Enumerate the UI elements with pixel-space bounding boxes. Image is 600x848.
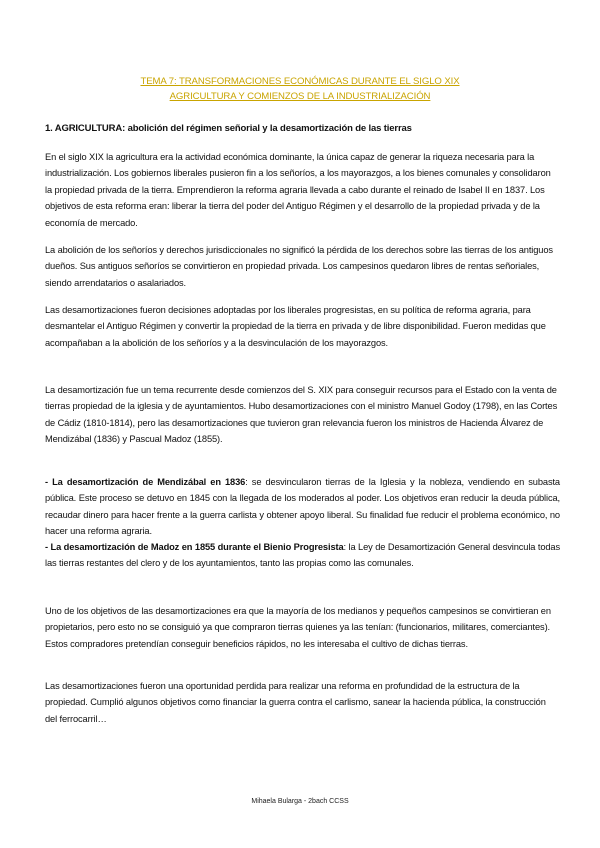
paragraph-madoz: [45, 539, 560, 572]
section-heading: [45, 122, 565, 135]
document-title-line-1: TEMA 7: TRANSFORMACIONES ECONÓMICAS DURANTE EL SIGLO XIX: [140, 76, 460, 87]
paragraph-objetivos: Uno de los objetivos de las desamortizaciones era que la mayoría de los medianos y pequeños campesinos se convirtieran en propietarios, pero esto no se consiguió ya que compraron tierras quienes ya las tenían: (funcionarios, militares, comerciantes). Estos compradores pretendían conseguir beneficios rápidos, no les interesaba el cultivo de dichas tierras.: [45, 606, 551, 649]
mendizabal-label: - La desamortización de Mendizábal en 1836: [45, 477, 246, 487]
paragraph-desamortizaciones: Las desamortizaciones fueron decisiones adoptadas por los liberales progresistas, en su política de reforma agraria, para desmantelar el Antiguo Régimen y convertir la propiedad de la tierra en privada y de libre disponibilidad. Fueron medidas que acompañaban a la abolición de los señoríos y a la desvinculación de los mayorazgos.: [45, 305, 546, 348]
paragraph-conclusion: Las desamortizaciones fueron una oportunidad perdida para realizar una reforma en profundidad de la estructura de la propiedad. Cumplió algunos objetivos como financiar la guerra contra el carlismo, sanear la hacienda pública, la construcción del ferrocarril…: [45, 681, 546, 724]
madoz-text: : la Ley de Desamortización General desvincula todas las tierras restantes del clero y de los ayuntamientos, tanto las propias como las comunales.: [45, 542, 560, 569]
page-footer: Mihaela Bularga - 2bach CCSS: [251, 798, 349, 805]
paragraph-agricultura-intro: En el siglo XIX la agricultura era la actividad económica dominante, la única capaz de generar la riqueza necesaria para la industrialización. Los gobiernos liberales pusieron fin a los señoríos, a los mayorazgos, a los bienes comunales y consolidaron la propiedad privada de la tierra. Emprendieron la reforma agraria llevada a cabo durante el reinado de Isabel II en 1837. Los objetivos de esta reforma eran: liberar la tierra del poder del Antiguo Régimen y el desarrollo de la propiedad privada y de la economía de mercado.: [45, 152, 551, 228]
madoz-label: - La desamortización de Madoz en 1855 durante el Bienio Progresista: [45, 542, 344, 552]
document-title-line-2: AGRICULTURA Y COMIENZOS DE LA INDUSTRIALIZACIÓN: [169, 91, 431, 102]
paragraph-mendizabal: [45, 474, 560, 540]
paragraph-desamortizacion-historia: La desamortización fue un tema recurrente desde comienzos del S. XIX para conseguir recursos para el Estado con la venta de tierras propiedad de la iglesia y de ayuntamientos. Hubo desamortizaciones con el ministro Manuel Godoy (1798), en las Cortes de Cádiz (1810-1814), pero las desamortizaciones que tuvieron gran relevancia fueron los ministros de Hacienda Álvarez de Mendizábal (1836) y Pascual Madoz (1855).: [45, 385, 558, 445]
mendizabal-text: : se desvincularon tierras de la Iglesia y la nobleza, vendiendo en subasta pública. Este proceso se detuvo en 1845 con la llegada de los moderados al poder. Los objetivos eran reducir la deuda pública, recaudar dinero para hacer frente a la guerra carlista y obtener apoyo liberal. Su finalidad fue reducir el problema económico, no hacer una reforma agraria.: [45, 477, 560, 537]
section-heading-text: : abolición del régimen señorial y la desamortización de las tierras: [122, 123, 412, 134]
paragraph-abolicion-senorios: La abolición de los señoríos y derechos jurisdiccionales no significó la pérdida de los derechos sobre las tierras de los antiguos dueños. Sus antiguos señoríos se convirtieron en propiedad privada. Los campesinos quedaron libres de rentas señoriales, siendo arrendatarios o asalariados.: [45, 245, 553, 288]
section-heading-number: 1. AGRICULTURA: [45, 123, 123, 134]
